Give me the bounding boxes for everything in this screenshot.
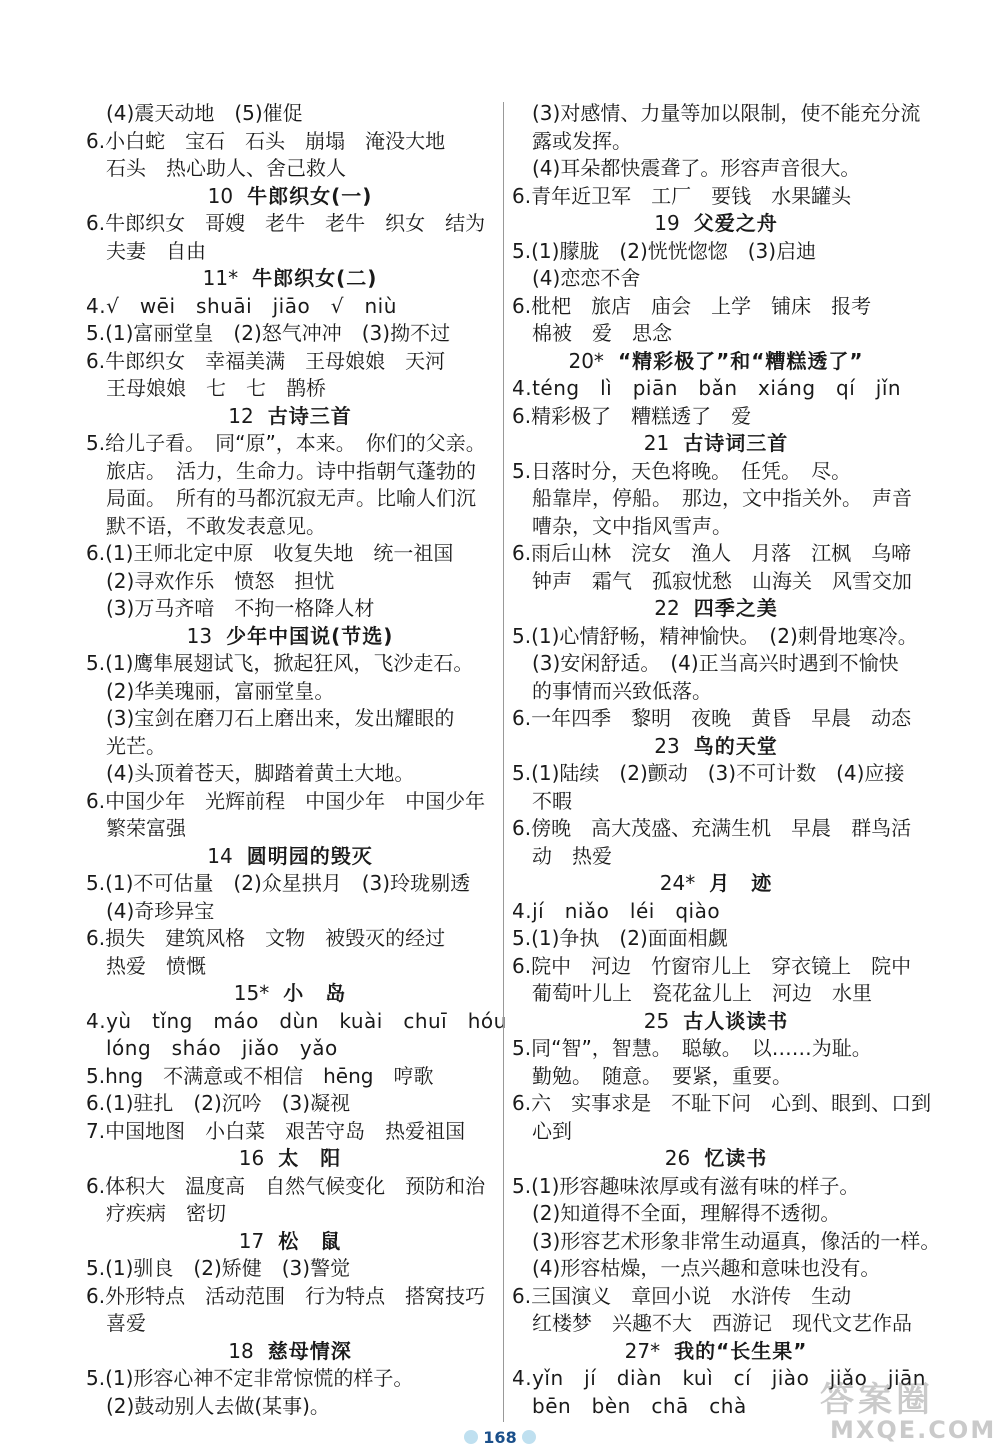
- lesson-number: 16: [238, 1146, 265, 1170]
- lesson-number: 20*: [568, 348, 604, 373]
- lesson-number: 14: [207, 843, 233, 868]
- lesson-heading: [86, 1338, 494, 1366]
- answer-line: (4)恋恋不舍: [532, 266, 641, 290]
- answer-line: 5.同“智”，智慧。 聪敏。 以……为耻。: [512, 1036, 872, 1060]
- lesson-title: 圆明园的毁灭: [246, 843, 373, 868]
- answer-line: 石头 热心助人、舍己救人: [106, 156, 346, 180]
- lesson-number: 19: [654, 211, 680, 235]
- answer-line: 6.青年近卫军 工厂 要钱 水果罐头: [512, 183, 852, 208]
- answer-line: 5.(1)鹰隼展翅试飞，掀起狂风，飞沙走石。: [86, 651, 474, 675]
- lesson-number: 15*: [233, 981, 270, 1005]
- answer-line: (2)寻欢作乐 愤怒 担忧: [106, 568, 335, 593]
- answer-line: (4)头顶着苍天，脚踏着黄土大地。: [106, 761, 415, 785]
- answer-line: 红楼梦 兴趣不大 西游记 现代文艺作品: [532, 1311, 912, 1335]
- answer-line: (3)对感情、力量等加以限制，使不能充分流: [532, 101, 921, 125]
- lesson-number: 22: [654, 596, 680, 620]
- lesson-title: 少年中国说(节选): [226, 623, 394, 648]
- lesson-heading: [86, 843, 494, 871]
- answer-line: 王母娘娘 七 七 鹊桥: [106, 376, 326, 400]
- lesson-title: “精彩极了”和“糟糕透了”: [617, 348, 864, 373]
- watermark-url: MXQE.COM: [830, 1416, 997, 1444]
- answer-line: (2)华美瑰丽，富丽堂皇。: [106, 678, 335, 703]
- answer-line: (4)耳朵都快震聋了。形容声音很大。: [532, 156, 861, 180]
- left-answer-column: [86, 100, 507, 1420]
- answer-line: 6.雨后山林 浣女 渔人 月落 江枫 乌啼: [512, 541, 912, 565]
- answer-line: 5.(1)不可估量 (2)众星拱月 (3)玲珑剔透: [86, 871, 471, 895]
- pinyin-answer-line: bēn bèn chā chà: [532, 1393, 747, 1418]
- answer-line: 6.精彩极了 糟糕透了 爱: [512, 403, 752, 428]
- lesson-title: 四季之美: [693, 596, 778, 620]
- pinyin-answer-line: lóng sháo jiǎo yǎo: [106, 1036, 338, 1060]
- answer-line: 夫妻 自由: [106, 238, 206, 263]
- lesson-number: 12: [228, 403, 254, 428]
- answer-line: 6.牛郎织女 幸福美满 王母娘娘 天河: [86, 348, 446, 373]
- answer-line: 葡萄叶儿上 瓷花盆儿上 河边 水里: [532, 981, 872, 1005]
- page-number-text: 168: [483, 1428, 517, 1447]
- answer-line: 旅店。 活力，生命力。诗中指朝气蓬勃的: [106, 458, 476, 483]
- lesson-heading: [86, 403, 494, 431]
- answer-line: 6.体积大 温度高 自然气候变化 预防和治: [86, 1173, 486, 1198]
- column-divider: [503, 102, 504, 1422]
- answer-line: 光芒。: [106, 733, 166, 758]
- lesson-title: 松 鼠: [278, 1228, 342, 1253]
- lesson-heading: [512, 1145, 920, 1173]
- lesson-number: 10: [207, 183, 234, 208]
- lesson-heading: [512, 1008, 920, 1036]
- answer-line: 6.傍晚 高大茂盛、充满生机 早晨 群鸟活: [512, 816, 912, 840]
- lesson-heading: [86, 265, 494, 293]
- lesson-number: 24*: [659, 871, 696, 895]
- answer-line: 喜爱: [106, 1311, 146, 1335]
- lesson-title: 牛郎织女(一): [247, 183, 373, 208]
- lesson-number: 17: [238, 1228, 265, 1253]
- lesson-heading: [86, 623, 494, 651]
- lesson-number: 23: [654, 733, 680, 758]
- answer-line: (4)奇珍异宝: [106, 898, 215, 923]
- lesson-title: 古人谈读书: [683, 1008, 789, 1033]
- lesson-number: 11*: [202, 266, 239, 290]
- answer-line: 露或发挥。: [532, 128, 632, 153]
- page-ornament-left-icon: [464, 1430, 478, 1444]
- answer-line: 6.一年四季 黎明 夜晚 黄昏 早晨 动态: [512, 706, 912, 730]
- watermark-text: 答案圈: [820, 1380, 934, 1420]
- answer-line: (2)鼓动别人去做(某事)。: [106, 1393, 330, 1418]
- lesson-number: 18: [228, 1338, 254, 1363]
- lesson-title: 小 岛: [283, 981, 347, 1005]
- answer-line: 5.(1)形容趣味浓厚或有滋有味的样子。: [512, 1173, 860, 1198]
- answer-line: (3)安闲舒适。 (4)正当高兴时遇到不愉快: [532, 651, 899, 675]
- lesson-title: 慈母情深: [267, 1338, 352, 1363]
- answer-line: 5.(1)争执 (2)面面相觑: [512, 926, 728, 950]
- answer-line: 7.中国地图 小白菜 艰苦守岛 热爱祖国: [86, 1118, 466, 1143]
- lesson-number: 25: [643, 1008, 670, 1033]
- answer-line: 的事情而兴致低落。: [532, 678, 712, 703]
- answer-line: 6.三国演义 章回小说 水浒传 生动: [512, 1283, 852, 1308]
- answer-line: 5.(1)富丽堂皇 (2)怒气冲冲 (3)拗不过: [86, 321, 451, 345]
- lesson-heading: [512, 210, 920, 238]
- lesson-heading: [86, 1145, 494, 1173]
- watermark: [790, 1372, 997, 1448]
- answer-line: 5.(1)形容心神不定非常惊慌的样子。: [86, 1366, 414, 1390]
- answer-line: 5.(1)朦胧 (2)恍恍惚惚 (3)启迪: [512, 238, 817, 263]
- answer-line: 疗疾病 密切: [106, 1201, 226, 1225]
- answer-line: 6.损失 建筑风格 文物 被毁灭的经过: [86, 926, 446, 950]
- lesson-heading: [512, 870, 920, 898]
- lesson-number: 27*: [624, 1338, 661, 1363]
- pinyin-answer-line: 4.téng lì piān bǎn xiáng qí jǐn: [512, 376, 902, 400]
- answer-line: 热爱 愤慨: [106, 953, 206, 978]
- page-ornament-right-icon: [522, 1430, 536, 1444]
- lesson-title: 古诗词三首: [683, 431, 789, 455]
- answer-line: 6.六 实事求是 不耻下问 心到、眼到、口到: [512, 1091, 932, 1115]
- lesson-heading: [512, 1338, 920, 1366]
- pinyin-answer-line: 4.yù tǐng máo dùn kuài chuī hóu: [86, 1008, 507, 1033]
- answer-line: (4)震天动地 (5)催促: [106, 101, 303, 125]
- lesson-number: 13: [186, 623, 213, 648]
- page-number: [470, 1428, 530, 1450]
- lesson-number: 26: [664, 1146, 691, 1170]
- lesson-title: 太 阳: [278, 1146, 342, 1170]
- answer-line: 心到: [532, 1118, 572, 1143]
- lesson-heading: [512, 348, 920, 376]
- pinyin-answer-line: 4.jí niǎo léi qiào: [512, 898, 721, 923]
- pinyin-answer-line: 4.√ wēi shuāi jiāo √ niù: [86, 293, 397, 318]
- answer-line: 棉被 爱 思念: [532, 321, 672, 345]
- answer-line: 5.hng 不满意或不相信 hēng 哼歌: [86, 1063, 434, 1088]
- answer-line: (2)知道得不全面，理解得不透彻。: [532, 1201, 841, 1225]
- lesson-title: 鸟的天堂: [693, 733, 778, 758]
- answer-line: 勤勉。 随意。 要紧，重要。: [532, 1063, 792, 1088]
- answer-line: 6.外形特点 活动范围 行为特点 搭窝技巧: [86, 1283, 486, 1308]
- lesson-title: 月 迹: [709, 871, 773, 895]
- lesson-title: 我的“长生果”: [674, 1338, 808, 1363]
- answer-line: 局面。 所有的马都沉寂无声。比喻人们沉: [106, 486, 476, 510]
- lesson-title: 父爱之舟: [693, 211, 778, 235]
- answer-line: 动 热爱: [532, 843, 612, 868]
- lesson-title: 牛郎织女(二): [252, 266, 378, 290]
- lesson-heading: [512, 430, 920, 458]
- answer-line: 6.院中 河边 竹窗帘儿上 穿衣镜上 院中: [512, 953, 912, 978]
- right-answer-column: [512, 100, 941, 1420]
- lesson-heading: [86, 980, 494, 1008]
- answer-line: 不暇: [532, 788, 572, 813]
- answer-line: 6.中国少年 光辉前程 中国少年 中国少年: [86, 788, 486, 813]
- answer-line: 5.(1)心情舒畅，精神愉快。 (2)刺骨地寒冷。: [512, 623, 918, 648]
- answer-line: 5.日落时分，天色将晚。 任凭。 尽。: [512, 458, 852, 483]
- lesson-heading: [86, 183, 494, 211]
- answer-line: 6.(1)驻扎 (2)沉吟 (3)凝视: [86, 1091, 351, 1115]
- answer-line: 6.小白蛇 宝石 石头 崩塌 淹没大地: [86, 128, 446, 153]
- answer-line: (3)形容艺术形象非常生动逼真，像活的一样。: [532, 1228, 941, 1253]
- lesson-title: 古诗三首: [267, 403, 352, 428]
- answer-line: (3)万马齐喑 不拘一格降人材: [106, 596, 375, 620]
- answer-line: 5.(1)陆续 (2)颤动 (3)不可计数 (4)应接: [512, 761, 905, 785]
- lesson-heading: [512, 733, 920, 761]
- pinyin-answer-line: 4.yǐn jí diàn kuì cí jiào jiǎo jiān: [512, 1366, 926, 1390]
- lesson-heading: [512, 595, 920, 623]
- answer-line: (3)宝剑在磨刀石上磨出来，发出耀眼的: [106, 706, 455, 730]
- answer-line: 钟声 霜气 孤寂忧愁 山海关 风雪交加: [532, 568, 912, 593]
- answer-line: 嘈杂，文中指风雪声。: [532, 513, 732, 538]
- answer-line: 繁荣富强: [106, 816, 186, 840]
- answer-line: 5.给儿子看。 同“原”，本来。 你们的父亲。: [86, 431, 486, 455]
- lesson-number: 21: [643, 431, 670, 455]
- answer-line: 6.枇杷 旅店 庙会 上学 铺床 报考: [512, 293, 872, 318]
- answer-line: 5.(1)驯良 (2)矫健 (3)警觉: [86, 1256, 351, 1280]
- lesson-title: 忆读书: [704, 1146, 768, 1170]
- answer-line: 船靠岸，停船。 那边，文中指关外。 声音: [532, 486, 912, 510]
- answer-line: 6.(1)王师北定中原 收复失地 统一祖国: [86, 541, 454, 565]
- answer-line: 默不语，不敢发表意见。: [106, 513, 326, 538]
- answer-line: (4)形容枯燥，一点兴趣和意味也没有。: [532, 1256, 881, 1280]
- lesson-heading: [86, 1228, 494, 1256]
- answer-line: 6.牛郎织女 哥嫂 老牛 老牛 织女 结为: [86, 211, 486, 235]
